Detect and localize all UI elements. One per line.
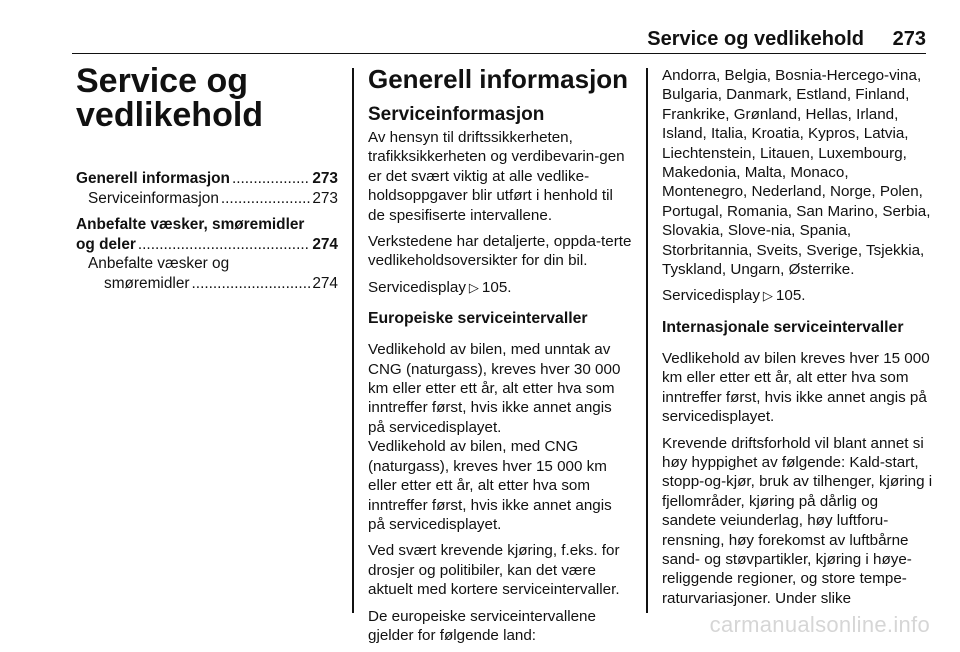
toc-leader <box>138 235 310 255</box>
content-column-2 <box>662 66 936 615</box>
running-header-title: Service og vedlikehold <box>647 28 864 50</box>
country-list: Andorra, Belgia, Bosnia-Hercego-vina, Bulgaria, Danmark, Estland, Finland, Frankrike, Grønland, Hellas, Irland, Island, Italia, Kroatia, Kypros, Latvia, Liechtenstein, Litauen, Luxembourg, Makedonia, Malta, Monaco, Montenegro, Nederland, Norge, Polen, Portugal, Romania, San Marino, Serbia, Slovakia, Slove-nia, Spania, Storbritannia, Sveits, Sverige, Tsjekkia, Tyskland, Ungarn, Østerrike. <box>662 67 931 279</box>
cross-reference[interactable]: Servicedisplay ▷ 105. <box>368 278 512 296</box>
column-divider <box>646 68 648 613</box>
toc-item-generell-informasjon[interactable]: Generell informasjon ..... 273 <box>76 169 338 189</box>
paragraph: Vedlikehold av bilen, med CNG (naturgass), kreves hver 15 000 km eller etter ett år, alt etter hva som inntreffer først, hvis ikke annet angis på servicedisplayet. <box>368 438 612 533</box>
toc-leader <box>192 274 311 294</box>
page-number: 273 <box>892 28 926 50</box>
paragraph: Vedlikehold av bilen kreves hver 15 000 km eller etter ett år, alt etter hva som inntreffer først, hvis ikke annet angis på servicedisplayet. <box>662 349 930 426</box>
subsection-title: Serviceinformasjon <box>368 104 545 125</box>
section-title: Generell informasjon <box>368 64 629 94</box>
toc-item-serviceinformasjon[interactable]: Serviceinformasjon ..... 273 <box>76 189 338 209</box>
heading-intl-intervals: Internasjonale serviceintervaller <box>662 318 904 336</box>
paragraph: Verkstedene har detaljerte, oppda-terte vedlikeholdsoversikter for din bil. <box>368 233 632 270</box>
toc-leader <box>232 169 310 189</box>
toc-item-anbefalte-vasker-smoremidler-deler[interactable]: Anbefalte væsker, smøremidler og deler ..... 274 <box>76 215 338 254</box>
toc-item-anbefalte-vasker-smoremidler[interactable]: Anbefalte væsker og smøremidler ..... 274 <box>76 254 338 293</box>
page-header <box>72 14 926 52</box>
content-column-1 <box>368 64 632 652</box>
paragraph: Ved svært krevende kjøring, f.eks. for drosjer og politibiler, kan det være aktuelt med kortere serviceintervaller. <box>368 542 620 599</box>
paragraph: Av hensyn til driftssikkerheten, trafikksikkerheten og verdibevarin-gen er det svært viktig at alle vedlike-holdsoppgaver blir utført i henhold til de spesifiserte intervallene. <box>368 129 625 224</box>
heading-eu-intervals: Europeiske serviceintervaller <box>368 310 588 328</box>
header-rule <box>72 53 926 54</box>
arrow-right-icon: ▷ <box>468 279 479 295</box>
toc-leader <box>221 189 310 209</box>
toc-column <box>76 64 338 294</box>
column-divider <box>352 68 354 613</box>
watermark-text: carmanualsonline.info <box>709 612 930 637</box>
chapter-title: Service og vedlikehold <box>76 62 264 134</box>
paragraph: Vedlikehold av bilen, med unntak av CNG (naturgass), kreves hver 30 000 km eller etter ett år, alt etter hva som inntreffer først, hvis ikke annet angis på servicedisplayet. <box>368 341 621 436</box>
arrow-right-icon: ▷ <box>762 288 773 304</box>
paragraph: Krevende driftsforhold vil blant annet si høy hyppighet av følgende: Kald-start, stopp-og-kjør, bruk av tilhenger, kjøring i fjellområder, kjøring på dårlig og sandete veiunderlag, høy luftforu-rensning, høy forekomst av luftbårne sand- og støvpartikler, kjøring i høye-religgende regioner, og store tempe-raturvariasjoner. Under slike <box>662 434 933 607</box>
cross-reference[interactable]: Servicedisplay ▷ 105. <box>662 287 806 305</box>
paragraph: De europeiske serviceintervallene gjelder for følgende land: <box>368 607 596 644</box>
